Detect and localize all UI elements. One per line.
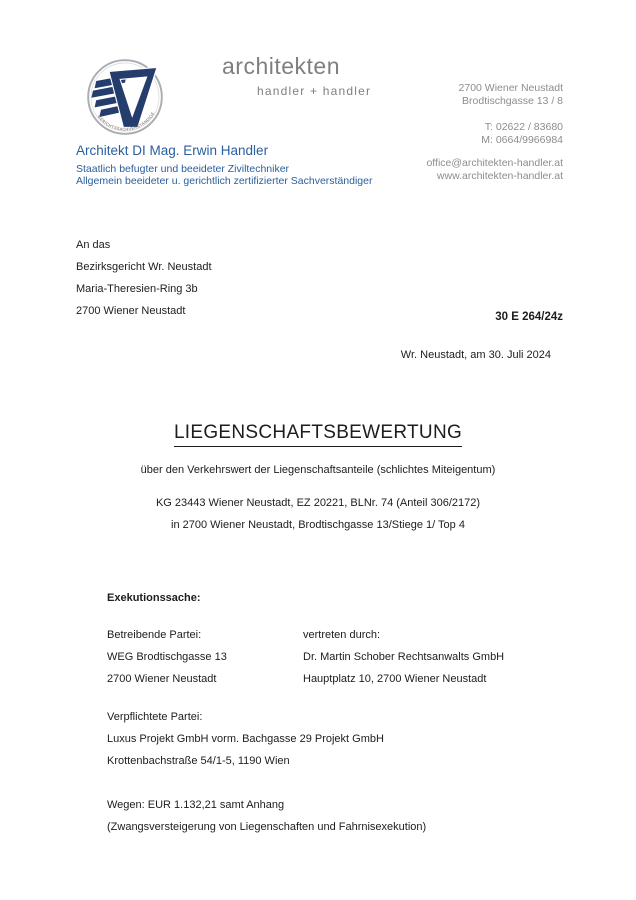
- pursuing-party-line2: 2700 Wiener Neustadt: [107, 673, 217, 685]
- architect-credentials: [76, 164, 372, 188]
- pursuing-party-block: [107, 624, 303, 690]
- recipient-line2: Bezirksgericht Wr. Neustadt: [76, 261, 212, 273]
- claim-amount-line: Wegen: EUR 1.132,21 samt Anhang: [107, 799, 285, 811]
- contact-mobile: M: 0664/9966984: [481, 133, 563, 146]
- case-number: 30 E 264/24z: [495, 311, 563, 323]
- recipient-line4: 2700 Wiener Neustadt: [76, 305, 186, 317]
- represented-by-label: vertreten durch:: [303, 629, 381, 641]
- contact-address-line2: Brodtischgasse 13 / 8: [462, 94, 563, 107]
- brand-subname: handler + handler: [257, 84, 372, 98]
- architect-credential-line2: Allgemein beeideter u. gerichtlich zertifizierter Sachverständiger: [76, 174, 373, 187]
- contact-address-line1: 2700 Wiener Neustadt: [458, 82, 563, 94]
- obliged-party-line2: Krottenbachstraße 54/1-5, 1190 Wien: [107, 755, 290, 767]
- obliged-party-line1: Luxus Projekt GmbH vorm. Bachgasse 29 Projekt GmbH: [107, 733, 384, 745]
- property-identification: [0, 492, 636, 536]
- architect-name: Architekt DI Mag. Erwin Handler: [76, 143, 269, 158]
- contact-email: office@architekten-handler.at: [426, 157, 563, 169]
- represented-by-block: [303, 624, 504, 690]
- recipient-block: [76, 234, 212, 322]
- recipient-line1: An das: [76, 239, 111, 251]
- contact-block: [426, 82, 563, 182]
- contact-phone: T: 02622 / 83680: [484, 121, 563, 133]
- section-heading-exekutionssache: Exekutionssache:: [107, 592, 201, 604]
- logo-ring-text: GERICHTSSACHVERSTÄNDIGE: [96, 110, 156, 132]
- represented-by-line1: Dr. Martin Schober Rechtsanwalts GmbH: [303, 651, 505, 663]
- claim-type-line: (Zwangsversteigerung von Liegenschaften und Fahrnisexekution): [107, 821, 427, 833]
- date-line: Wr. Neustadt, am 30. Juli 2024: [400, 349, 551, 361]
- obliged-party-block: [107, 706, 384, 772]
- architect-credential-line1: Staatlich befugter und beeideter Ziviltechniker: [76, 163, 290, 175]
- contact-website: www.architekten-handler.at: [436, 169, 563, 182]
- report-title-wrap: [0, 422, 636, 447]
- claim-block: [107, 794, 426, 838]
- brand-name: architekten: [222, 53, 341, 79]
- pursuing-party-label: Betreibende Partei:: [107, 629, 202, 641]
- obliged-party-label: Verpflichtete Partei:: [107, 711, 203, 723]
- sv-logo-icon: [85, 57, 165, 137]
- report-subtitle: über den Verkehrswert der Liegenschaftsanteile (schlichtes Miteigentum): [140, 464, 496, 476]
- report-title: LIEGENSCHAFTSBEWERTUNG: [174, 422, 462, 447]
- property-id-line: KG 23443 Wiener Neustadt, EZ 20221, BLNr. 74 (Anteil 306/2172): [155, 497, 481, 509]
- property-address-line: in 2700 Wiener Neustadt, Brodtischgasse 13/Stiege 1/ Top 4: [171, 519, 465, 531]
- recipient-line3: Maria-Theresien-Ring 3b: [76, 283, 198, 295]
- represented-by-line2: Hauptplatz 10, 2700 Wiener Neustadt: [303, 673, 487, 685]
- party-grid: [107, 624, 504, 690]
- pursuing-party-line1: WEG Brodtischgasse 13: [107, 651, 227, 663]
